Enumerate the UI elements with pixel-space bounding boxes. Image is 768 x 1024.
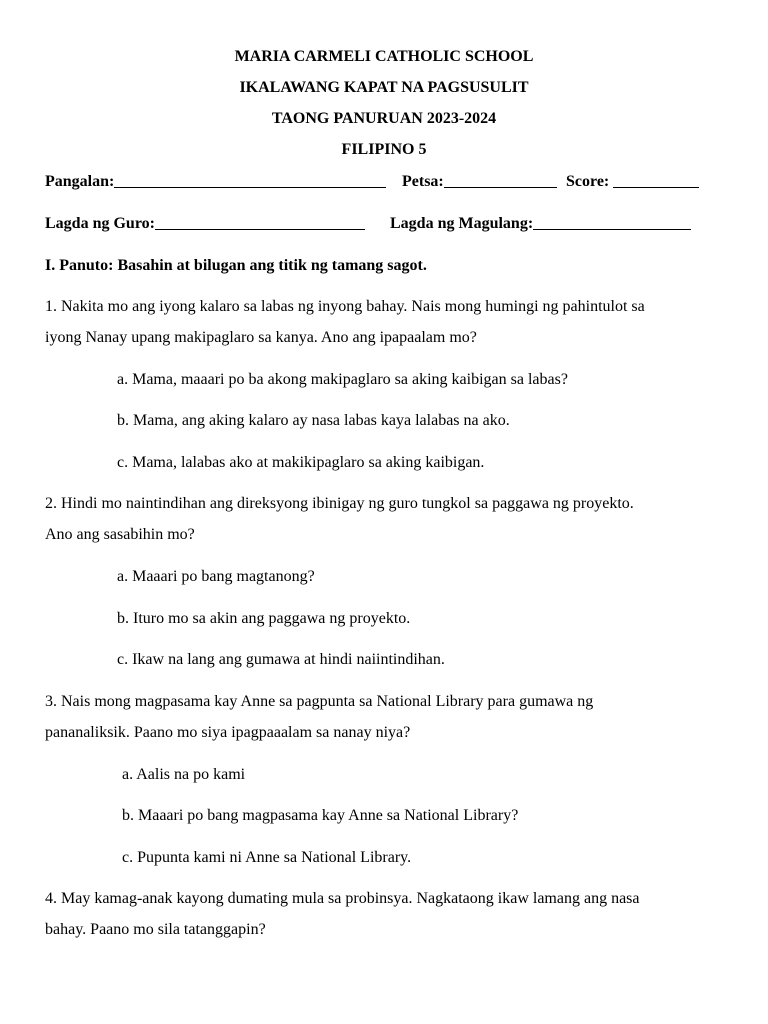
subject-title: FILIPINO 5 xyxy=(341,141,427,158)
instructions: I. Panuto: Basahin at bilugan ang titik ng tamang sagot. xyxy=(45,257,427,274)
question-1-choice-b[interactable]: b. Mama, ang aking kalaro ay nasa labas kaya lalabas na ako. xyxy=(117,412,510,429)
question-2-choice-c[interactable]: c. Ikaw na lang ang gumawa at hindi naiintindihan. xyxy=(117,651,445,668)
teacher-signature-blank[interactable] xyxy=(155,215,365,230)
question-2-line-1: 2. Hindi mo naintindihan ang direksyong ibinigay ng guro tungkol sa paggawa ng proyekto. xyxy=(45,495,634,512)
question-3-line-1: 3. Nais mong magpasama kay Anne sa pagpunta sa National Library para gumawa ng xyxy=(45,693,594,710)
question-3-line-2: pananaliksik. Paano mo siya ipagpaaalam sa nanay niya? xyxy=(45,724,411,741)
question-1-choice-c[interactable]: c. Mama, lalabas ako at makikipaglaro sa aking kaibigan. xyxy=(117,454,485,471)
school-year: TAONG PANURUAN 2023-2024 xyxy=(271,110,497,127)
question-3-choice-c[interactable]: c. Pupunta kami ni Anne sa National Library. xyxy=(122,849,412,866)
teacher-signature-field xyxy=(45,215,365,233)
question-2-line-2: Ano ang sasabihin mo? xyxy=(45,526,195,543)
name-blank[interactable] xyxy=(114,173,386,188)
school-name: MARIA CARMELI CATHOLIC SCHOOL xyxy=(234,48,534,65)
question-1-line-1: 1. Nakita mo ang iyong kalaro sa labas ng inyong bahay. Nais mong humingi ng pahintulot sa xyxy=(45,298,645,315)
question-4-line-1: 4. May kamag-anak kayong dumating mula sa probinsya. Nagkataong ikaw lamang ang nasa xyxy=(45,890,640,907)
teacher-signature-label: Lagda ng Guro: xyxy=(45,215,155,232)
score-blank[interactable] xyxy=(613,173,699,188)
question-2-choice-b[interactable]: b. Ituro mo sa akin ang paggawa ng proyekto. xyxy=(117,610,411,627)
question-1-choice-a[interactable]: a. Mama, maaari po ba akong makipaglaro sa aking kaibigan sa labas? xyxy=(117,371,568,388)
parent-signature-blank[interactable] xyxy=(533,215,691,230)
date-label: Petsa: xyxy=(402,173,444,190)
question-1-line-2: iyong Nanay upang makipaglaro sa kanya. Ano ang ipapaalam mo? xyxy=(45,329,477,346)
name-field xyxy=(45,173,386,191)
name-label: Pangalan: xyxy=(45,173,115,190)
exam-title: IKALAWANG KAPAT NA PAGSUSULIT xyxy=(239,79,529,96)
question-2-choice-a[interactable]: a. Maaari po bang magtanong? xyxy=(117,568,315,585)
score-field xyxy=(566,173,699,191)
parent-signature-label: Lagda ng Magulang: xyxy=(390,215,534,232)
question-3-choice-b[interactable]: b. Maaari po bang magpasama kay Anne sa National Library? xyxy=(122,807,519,824)
date-blank[interactable] xyxy=(444,173,557,188)
question-4-line-2: bahay. Paano mo sila tatanggapin? xyxy=(45,921,266,938)
parent-signature-field xyxy=(390,215,691,233)
date-field xyxy=(402,173,557,191)
question-3-choice-a[interactable]: a. Aalis na po kami xyxy=(122,766,246,783)
score-label: Score: xyxy=(566,173,610,190)
